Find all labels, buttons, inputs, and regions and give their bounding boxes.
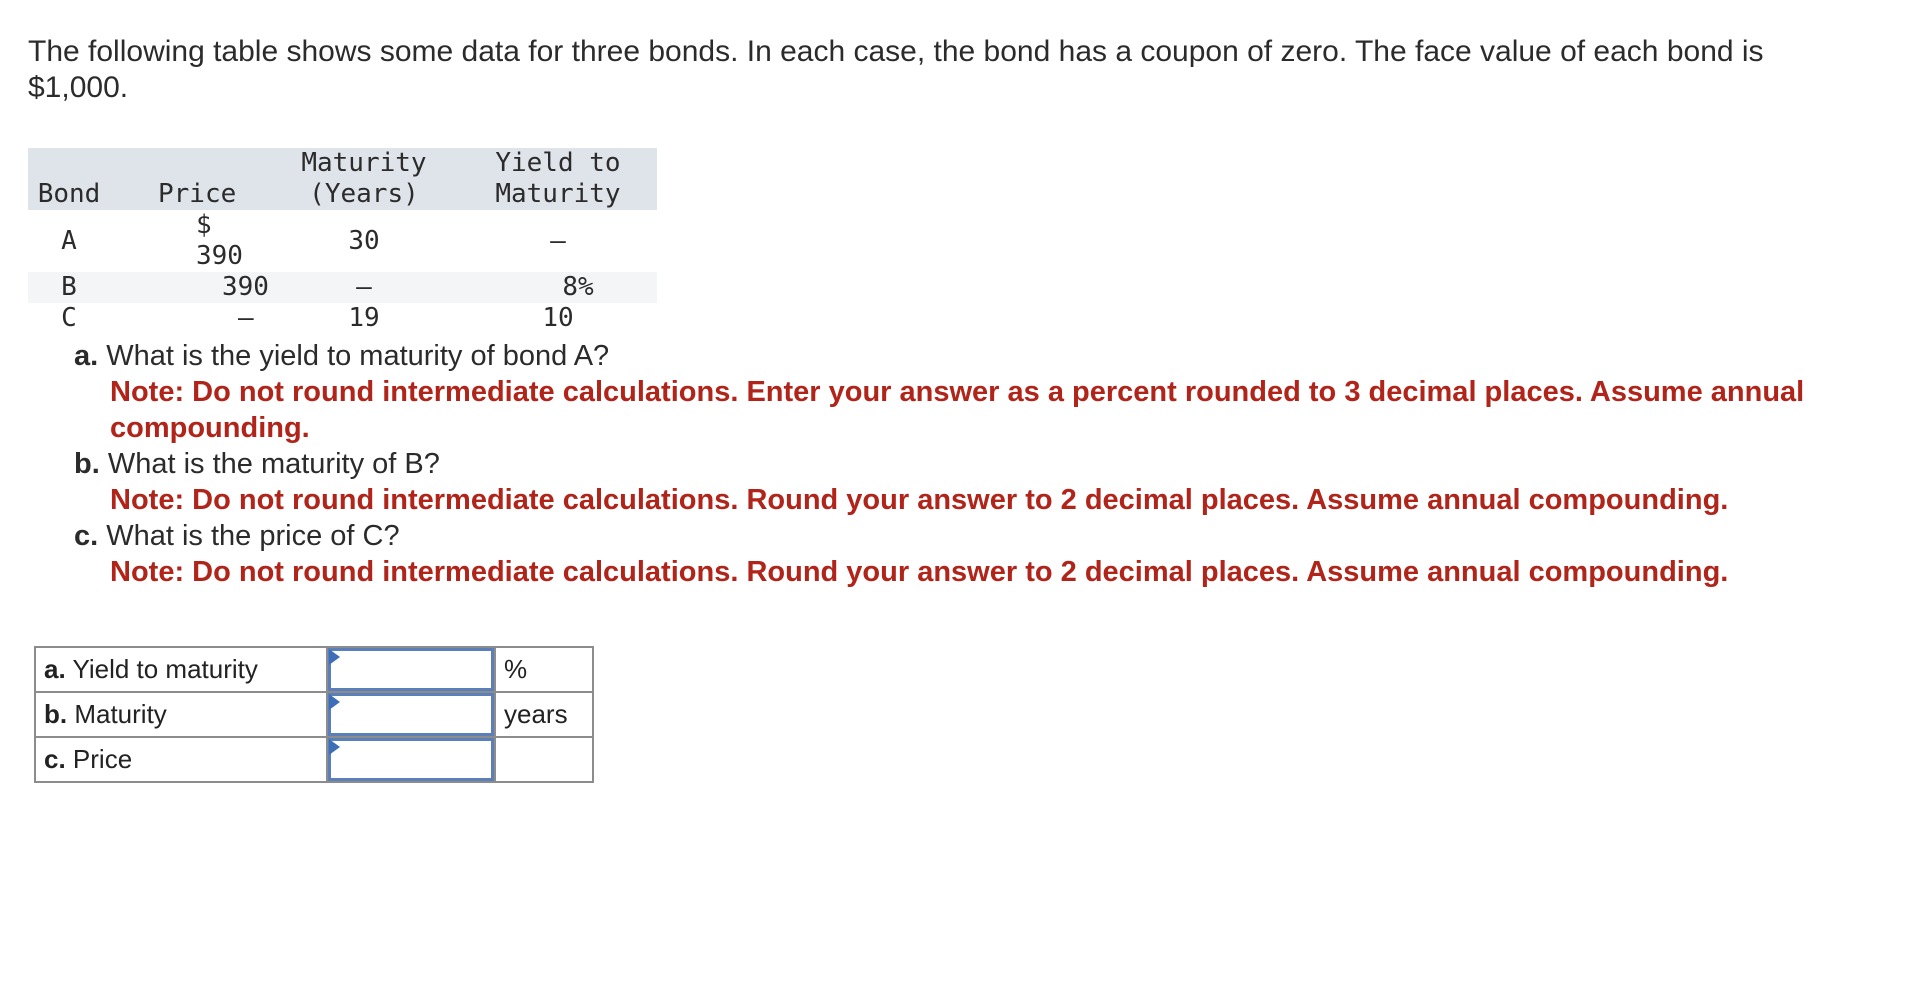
- table-row: [28, 272, 657, 303]
- cell-maturity: —: [269, 272, 459, 303]
- header-bond: Bond: [28, 148, 110, 210]
- question-letter: a.: [74, 340, 99, 372]
- answer-label: [35, 692, 327, 737]
- question-note: Note: Do not round intermediate calculations. Round your answer to 2 decimal places. Assume annual compounding.: [110, 556, 1729, 588]
- table-row: [28, 303, 657, 334]
- yield-to-maturity-input[interactable]: [328, 648, 494, 691]
- question-letter: c.: [74, 520, 99, 552]
- question-note: Note: Do not round intermediate calculations. Enter your answer as a percent rounded to 3 decimal places. Assume annual compounding.: [110, 376, 1805, 444]
- answer-row: [35, 692, 593, 737]
- cell-ytm-value: 10: [542, 303, 574, 333]
- cell-price: [110, 272, 269, 303]
- cell-price-value: —: [238, 303, 254, 333]
- cell-ytm: —: [550, 225, 566, 256]
- answer-input-cell: [327, 692, 495, 737]
- answer-label: [35, 737, 327, 782]
- answer-label-text: Yield to maturity: [72, 654, 258, 684]
- bond-data-table: [28, 148, 657, 334]
- table-header-row: [28, 148, 657, 210]
- cell-bond: B: [28, 272, 110, 303]
- question-note: Note: Do not round intermediate calculations. Round your answer to 2 decimal places. Assume annual compounding.: [110, 484, 1729, 516]
- answer-letter: a.: [44, 654, 66, 684]
- answer-row: [35, 737, 593, 782]
- header-ytm: Yield to Maturity: [459, 148, 657, 210]
- cell-ytm: [459, 303, 657, 334]
- maturity-input[interactable]: [328, 693, 494, 736]
- header-price-text: Price: [158, 179, 237, 209]
- answer-label-text: Maturity: [74, 699, 167, 729]
- answer-row: [35, 647, 593, 692]
- price-input[interactable]: [328, 738, 494, 781]
- question-b: [74, 446, 1894, 482]
- cell-ytm-value: 8%: [562, 272, 594, 302]
- question-c: [74, 518, 1894, 554]
- answer-unit: %: [495, 647, 593, 692]
- cell-price-value: $ 390: [196, 210, 243, 271]
- cell-price: [110, 210, 269, 272]
- answer-unit: [495, 737, 593, 782]
- cell-ytm: [459, 272, 657, 303]
- header-price: [110, 148, 269, 210]
- answer-label-text: Price: [72, 744, 133, 774]
- answer-label: [35, 647, 327, 692]
- answer-input-cell: [327, 737, 495, 782]
- answer-unit: years: [495, 692, 593, 737]
- question-a: [74, 338, 1894, 374]
- problem-intro: The following table shows some data for three bonds. In each case, the bond has a coupon of zero. The face value of each bond is $1,000.: [28, 35, 1764, 104]
- input-flag-icon: [329, 694, 340, 710]
- question-text: What is the yield to maturity of bond A?: [106, 340, 610, 372]
- cell-bond: A: [61, 225, 77, 256]
- questions-block: [74, 338, 1894, 590]
- answer-letter: b.: [44, 699, 68, 729]
- cell-maturity: 19: [348, 303, 380, 333]
- cell-maturity: 30: [348, 225, 380, 256]
- cell-bond: C: [61, 303, 77, 333]
- header-maturity: Maturity (Years): [269, 148, 459, 210]
- answer-input-cell: [327, 647, 495, 692]
- answer-table: [34, 646, 594, 783]
- input-flag-icon: [329, 739, 340, 755]
- cell-price-value: 390: [222, 272, 269, 302]
- cell-price: [110, 303, 269, 334]
- answer-letter: c.: [44, 744, 66, 774]
- question-letter: b.: [74, 448, 100, 480]
- question-text: What is the price of C?: [106, 520, 400, 552]
- question-text: What is the maturity of B?: [107, 448, 440, 480]
- input-flag-icon: [329, 649, 340, 665]
- table-row: [28, 210, 657, 272]
